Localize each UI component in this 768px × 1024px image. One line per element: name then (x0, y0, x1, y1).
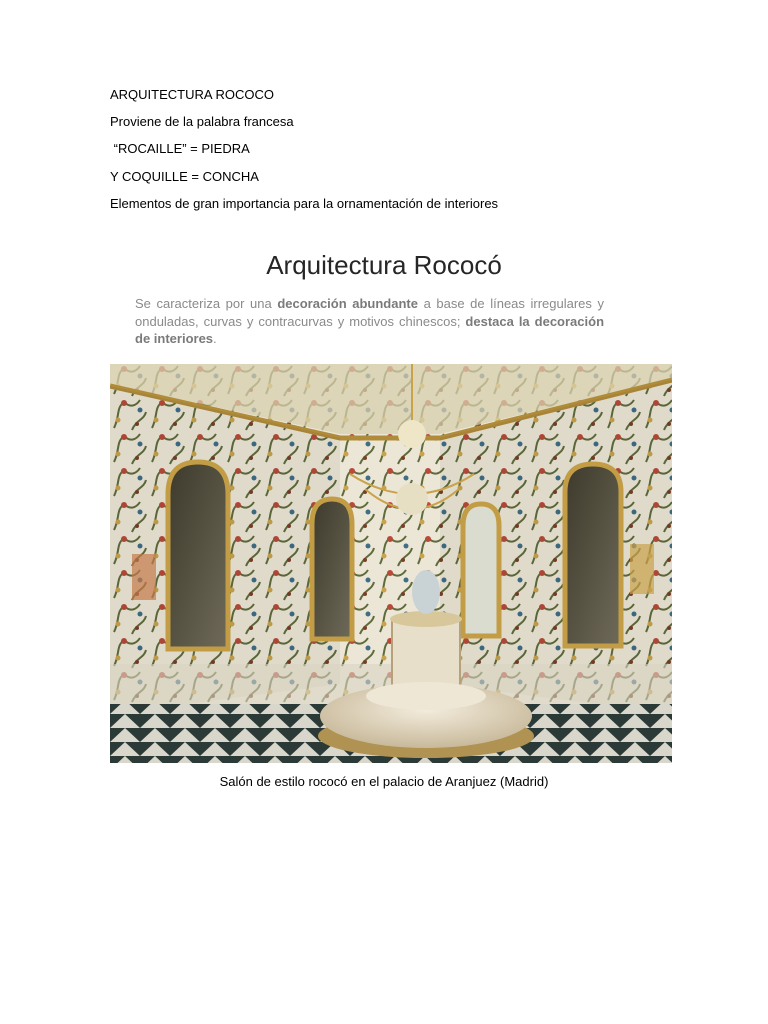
slide-body-text-3: . (213, 331, 217, 346)
heading-line: ARQUITECTURA ROCOCO (110, 87, 274, 102)
slide-title: Arquitectura Rococó (266, 250, 502, 280)
slide-body-bold-1: decoración abundante (277, 296, 418, 311)
rococo-room-photo (110, 364, 672, 763)
slide-body-text-1: Se caracteriza por una (135, 296, 278, 311)
text-line-origin: Proviene de la palabra francesa (110, 114, 294, 129)
text-line-rocaille: “ROCAILLE” = PIEDRA (110, 141, 250, 156)
slide-body-bold-2: destaca la decoración de interiores (135, 313, 605, 346)
photo-caption: Salón de estilo rococó en el palacio de Aranjuez (Madrid) (219, 774, 549, 789)
slide-body (135, 295, 604, 348)
slide-body-text-2: a base de líneas irregulares y onduladas, curvas y contracurvas y motivos chinescos; (135, 296, 604, 329)
text-line-coquille: Y COQUILLE = CONCHA (110, 169, 259, 184)
text-line-elements: Elementos de gran importancia para la ornamentación de interiores (110, 196, 499, 211)
